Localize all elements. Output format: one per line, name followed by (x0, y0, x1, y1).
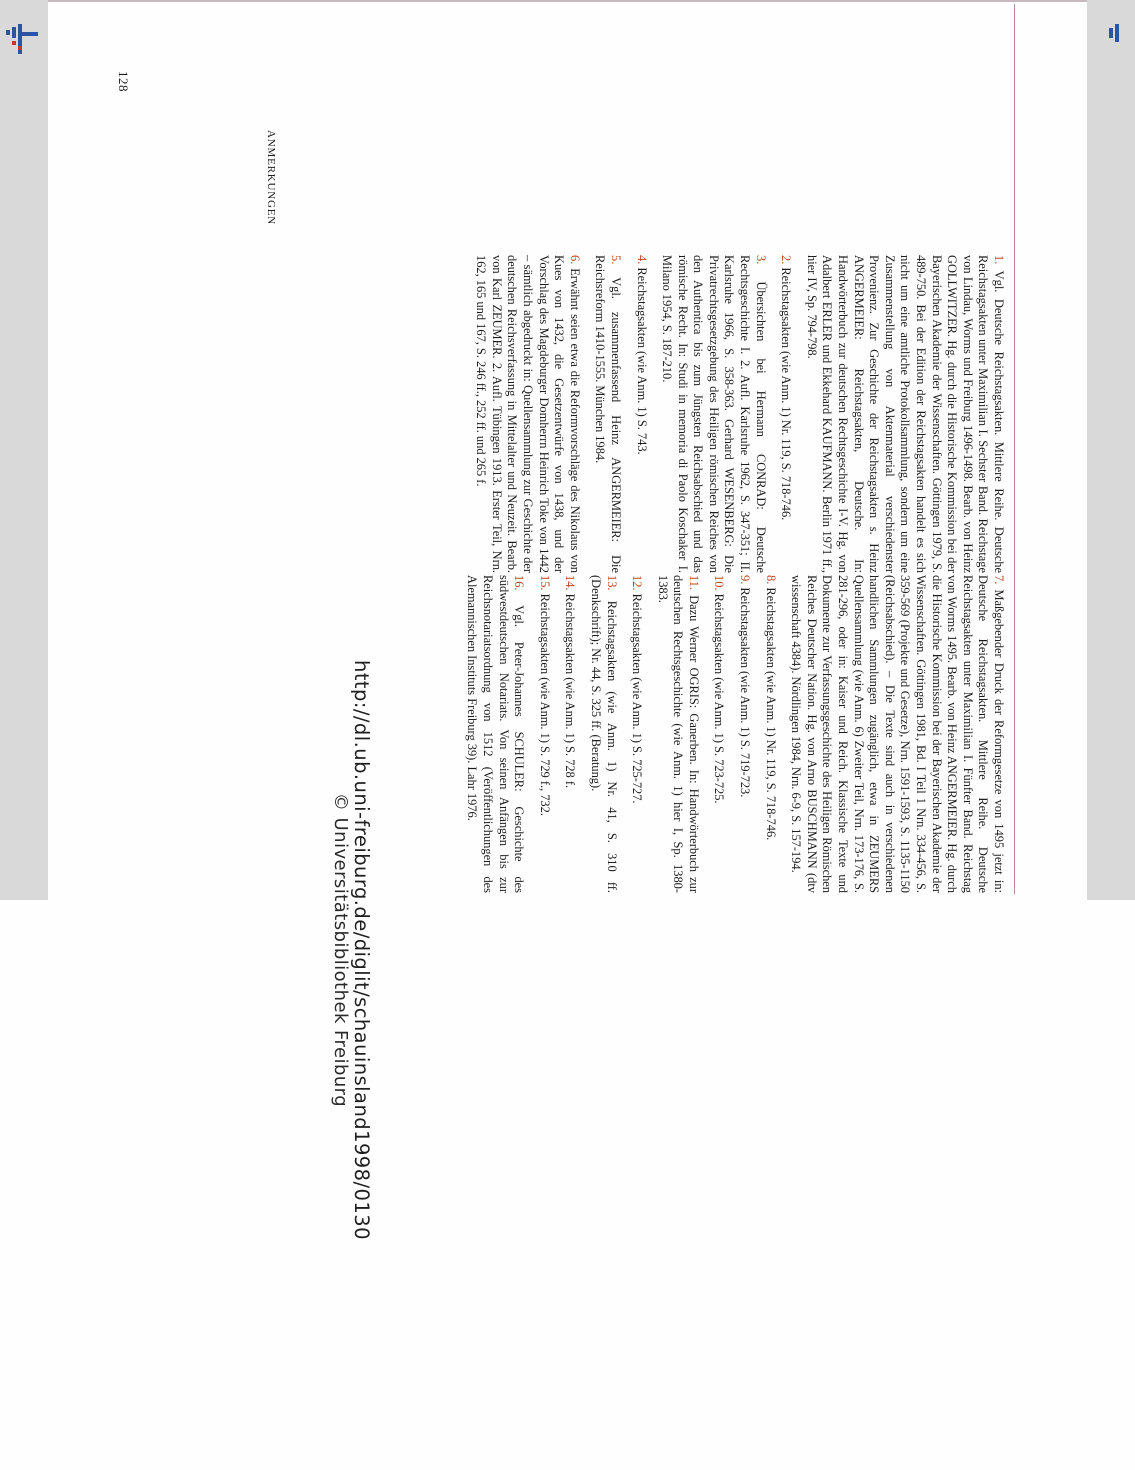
footnote (473, 255, 582, 573)
footnote-number: 15. (537, 575, 552, 591)
page-top-edge (48, 0, 1087, 2)
footnote-number: 9. (738, 575, 753, 585)
footnote (778, 255, 794, 573)
library-logo-icon-right (1109, 24, 1129, 44)
footnote-text: Maßgebender Druck der Reformgesetze von 1495 jetzt in: Deutsche Reichstagsakten. Mittlere Reihe. Deutsche Reichstagsakten unter Maximilian I. Fünfter Band. Reichstag von Worms 1495. Bearb. von Heinz ANGERMEIER. Hg. durch die Historische Kommission bei der Bayerischen Akademie der Wissenschaften. Göttingen 1981, Bd. I Teil 1 Nrn. 334-456, S. 359-569 (Projekte und Gesetze), Nrn. 1591-1593, S. 1135-1150 (Reichsabschied). – Die Texte sind auch in verschiedenen handlichen Sammlungen zugänglich, etwa in ZEUMERS Quellensammlung (wie Anm. 6) Zweiter Teil, Nrn. 173-176, S. 281-296, oder in: Kaiser und Reich. Klassische Texte und Dokumente zur Verfassungsgeschichte des Heiligen Römischen Reiches Deutscher Nation. Hg. von Arno BUSCHMANN (dtv wissenschaft 4384). Nördlingen 1984, Nrn. 6-9, S. 157-194. (789, 575, 1006, 893)
footnote-number: 6. (567, 255, 582, 265)
footnote-text: Übersichten bei Hermann CONRAD: Deutsche Rechtsgeschichte I. 2. Aufl. Karlsruhe 1962, S. 347-351; II. Karlsruhe 1966, S. 358-363. Gerhard WESENBERG: Die Privatrechtsgesetzgebung des Heiligen römischen Reiches von den Authentica bis zum Jüngsten Reichsabschied und das römische Recht. In: Studi in memoria di Paolo Koschaker I. Milano 1954, S. 187-210. (660, 255, 768, 573)
footnote (654, 575, 701, 893)
section-heading: ANMERKUNGEN (265, 130, 277, 225)
footnote-number: 13. (604, 575, 619, 591)
footnote-text: Reichstagsakten (wie Anm. 1) S. 725-727. (630, 593, 645, 804)
footnote-text: Reichstagsakten (wie Anm. 1) S. 729 f., 732. (537, 593, 552, 816)
footnote-text: Vgl. zusammenfassend Heinz ANGERMEIER: Die Reichsreform 1410-1555. München 1984. (593, 255, 623, 573)
footnote (562, 575, 578, 893)
footnote-text: Reichstagsakten (wie Anm. 1) S. 719-723. (738, 587, 753, 798)
footnote-text: Erwähnt seien etwa die Reformvorschläge des Nikolaus von Kues von 1432, die Gesetzentwürfe von 1438, und der Vorschlag des Magdeburger Domherrn Heinrich Toke von 1442 – sämtlich abgedruckt in: Quellensammlung zur Geschichte der deutschen Reichsverfassung in Mittelalter und Neuzeit. Bearb. von Karl ZEUMER. 2. Aufl. Tübingen 1913. Erster Teil, Nrn. 162, 165 und 167, S. 246 ff., 252 ff. und 265 f. (474, 255, 582, 573)
footnote-number: 16. (512, 575, 527, 591)
footnote-number: 5. (608, 255, 623, 265)
library-logo-icon (4, 24, 40, 54)
page-edge-line (1014, 4, 1015, 894)
footnote-number: 14. (563, 575, 578, 591)
footnote (633, 255, 649, 573)
footnote-text: Vgl. Deutsche Reichstagsakten. Mittlere Reihe. Deutsche Reichstagsakten unter Maximilian I. Sechster Band. Reichstage von Lindau, Worms und Freiburg 1496-1498. Bearb. von Heinz GOLLWITZER. Hg. durch die Historische Kommission bei der Bayerischen Akademie der Wissenschaften. Göttingen 1979, S. 489-750. Bei der Edition der Reichstagsakten handelt es sich nicht um eine amtliche Protokollsammlung, sondern um eine Zusammenstellung von Aktenmaterial verschiedenster Provenienz. Zur Geschichte der Reichstagsakten s. Heinz ANGERMEIER: Reichstagsakten, Deutsche. In: Handwörterbuch zur deutschen Rechtsgeschichte I-V. Hg. von Adalbert ERLER und Ekkehard KAUFMANN. Berlin 1971 ff., hier IV, Sp. 794-798. (804, 255, 1006, 574)
footnote-number: 1. (992, 255, 1006, 265)
footnote-number: 12. (630, 575, 645, 591)
footnote (587, 575, 618, 893)
footnote-number: 11. (686, 575, 701, 591)
viewer-left-margin (0, 0, 48, 900)
footnote (803, 255, 1006, 573)
footnote (592, 255, 623, 573)
notes-column-right (236, 575, 1006, 893)
footnote (629, 575, 645, 893)
footnote-text: Reichstagsakten (wie Anm. 1) S. 723-725. (712, 593, 727, 804)
footnote-text: Vgl. Peter-Johannes SCHULER: Geschichte des südwestdeutschen Notariats. Von seinen Anfängen bis zur Reichsnotariatsordnung von 1512 (Veröffentlichungen des Alemannischen Instituts Freiburg 39). Lahr 1976. (465, 575, 527, 894)
copyright-notice: © Universitätsbibliothek Freiburg (330, 792, 352, 1108)
footnote-number: 3. (753, 255, 768, 265)
footnote (762, 575, 778, 893)
footnote-number: 7. (992, 575, 1006, 585)
footnote-number: 8. (763, 575, 778, 585)
footnote-text: Dazu Werner OGRIS: Ganerben. In: Handwörterbuch zur deutschen Rechtsgeschichte (wie Anm. 1) hier I, Sp. 1380-1383. (655, 575, 701, 893)
footnote-number: 10. (712, 575, 727, 591)
footnote (788, 575, 1006, 893)
source-url[interactable]: http://dl.ub.uni-freiburg.de/diglit/schauinsland1998/0130 (350, 660, 374, 1240)
footnote (659, 255, 768, 573)
footnote (536, 575, 552, 893)
footnote-number: 4. (634, 255, 649, 265)
footnote-text: Reichstagsakten (wie Anm. 1) Nr. 119, S. 718-746. (763, 587, 778, 841)
footnote (711, 575, 727, 893)
page-number: 128 (116, 71, 131, 92)
viewer-right-margin (1087, 0, 1135, 900)
footnote-text: Reichstagsakten (wie Anm. 1) Nr. 41, S. 310 ff. (Denkschrift); Nr. 44, S. 325 ff. (Beratung). (588, 575, 619, 893)
footnote-text: Reichstagsakten (wie Anm. 1) S. 743. (634, 267, 649, 455)
footnote (464, 575, 526, 893)
footnote-text: Reichstagsakten (wie Anm. 1) S. 728 f. (563, 593, 578, 789)
notes-column-left (236, 255, 1006, 573)
footnote (737, 575, 753, 893)
footnote-text: Reichstagsakten (wie Anm. 1) Nr. 119, S. 718-746. (779, 267, 794, 521)
footnote-number: 2. (779, 255, 794, 265)
